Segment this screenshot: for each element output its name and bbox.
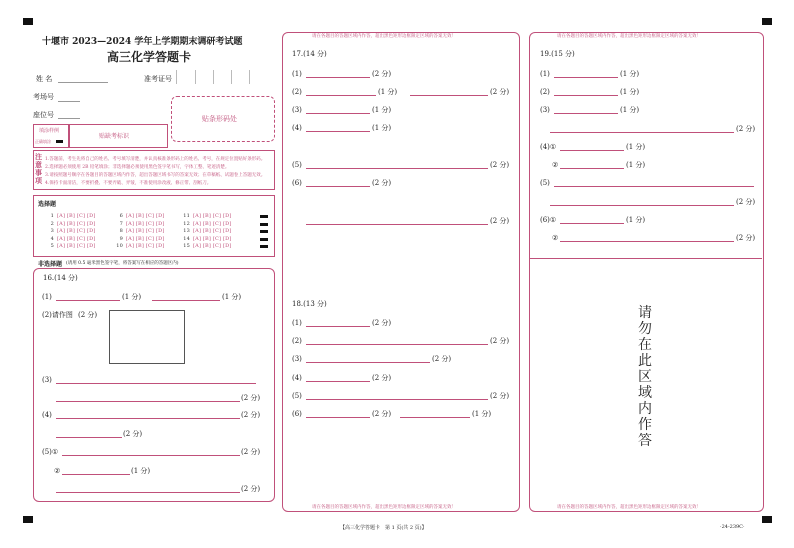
choice-number: 11 xyxy=(183,213,190,219)
middle-panel xyxy=(282,32,520,512)
choice-question-12[interactable] xyxy=(181,221,232,227)
q18-part3-label: (3) xyxy=(292,355,302,363)
choice-title: 选择题 xyxy=(38,201,57,208)
q19-part3-score-b: (2 分) xyxy=(736,125,756,133)
timing-mark xyxy=(260,223,268,226)
registration-mark-top-right xyxy=(762,18,772,25)
q18-part6-score-b: (1 分) xyxy=(472,410,492,418)
choice-number: 12 xyxy=(183,220,190,227)
q18-part6-field-b[interactable] xyxy=(400,417,470,418)
q17-part5-field[interactable] xyxy=(306,168,488,169)
choice-question-7[interactable] xyxy=(114,221,165,227)
q19-part2-score: (1 分) xyxy=(620,88,640,96)
q17-part2-a-field[interactable] xyxy=(306,95,376,96)
choice-question-1[interactable] xyxy=(45,213,96,219)
q19-part4-score-b: (1 分) xyxy=(626,161,646,169)
choice-question-8[interactable] xyxy=(114,228,165,234)
middle-banner-bottom: 请在各题目的答题区域内作答，超出黑色矩形边框限定区域的答案无效！ xyxy=(312,505,456,510)
q16-part3-line1[interactable] xyxy=(56,383,256,384)
q17-part4-label: (4) xyxy=(292,124,302,132)
q16-part5-score-b: (1 分) xyxy=(131,467,151,475)
q19-part2-label: (2) xyxy=(540,88,550,96)
choice-options[interactable]: [A] [B] [C] [D] xyxy=(126,243,165,249)
timing-mark xyxy=(260,245,268,248)
right-panel-divider xyxy=(530,258,762,259)
q16-part1-b-score: (1 分) xyxy=(222,293,242,301)
choice-options[interactable]: [A] [B] [C] [D] xyxy=(57,228,96,234)
q18-part4-score: (2 分) xyxy=(372,374,392,382)
q17-part6-score-a: (2 分) xyxy=(372,179,392,187)
q17-part4-score: (1 分) xyxy=(372,124,392,132)
q16-part5-line3[interactable] xyxy=(56,492,240,493)
q17-part5-label: (5) xyxy=(292,161,302,169)
q19-part6-label: (6)① xyxy=(540,216,557,224)
q19-part6-field-b[interactable] xyxy=(560,241,734,242)
q17-part5-score: (2 分) xyxy=(490,161,510,169)
zkzh-boxes[interactable] xyxy=(176,70,275,84)
note-line-3: 3.请按照题号顺序在各题目的答题区域内作答，超出答题区域书写的答案无效；在草稿纸、试题卷上答题无效。 xyxy=(45,173,266,178)
q19-part6-field-a[interactable] xyxy=(560,223,624,224)
q16-part1-a-score: (1 分) xyxy=(122,293,142,301)
choice-number: 4 xyxy=(50,235,54,242)
q17-part3-field[interactable] xyxy=(306,113,370,114)
note-line-1: 1.答题前，考生先将自己的姓名、考号填写清楚，并认真核准条形码上的姓名、考号，在规定位置贴好条形码。 xyxy=(45,157,266,162)
choice-question-14[interactable] xyxy=(181,236,232,242)
q16-part4-line2[interactable] xyxy=(56,437,122,438)
q17-part4-field[interactable] xyxy=(306,131,370,132)
q17-part2-b-field[interactable] xyxy=(410,95,488,96)
note-line-2: 2.选择题必须使用 2B 铅笔填涂；非选择题必须使用黑色签字笔书写，字体工整、笔迹清楚。 xyxy=(45,165,230,170)
choice-options[interactable]: [A] [B] [C] [D] xyxy=(193,235,232,242)
q16-part5-label: (5)① xyxy=(42,448,59,456)
q19-part6-sub2-label: ② xyxy=(552,234,559,242)
q17-part1-field[interactable] xyxy=(306,77,370,78)
q17-part2-a-score: (1 分) xyxy=(378,88,398,96)
q17-part3-label: (3) xyxy=(292,106,302,114)
choice-question-9[interactable] xyxy=(114,236,165,242)
q19-part3-field-b[interactable] xyxy=(550,132,734,133)
q19-part5-field-a[interactable] xyxy=(554,186,754,187)
q17-part6-field-a[interactable] xyxy=(306,186,370,187)
q17-part6-label: (6) xyxy=(292,179,302,187)
name-label: 姓 名 xyxy=(36,75,53,83)
q16-part1-label: (1) xyxy=(42,293,52,301)
q16-title: 16.(14 分) xyxy=(43,274,78,282)
timing-mark xyxy=(260,215,268,218)
registration-mark-bottom-right xyxy=(762,516,772,523)
q18-part2-label: (2) xyxy=(292,337,302,345)
choice-question-2[interactable] xyxy=(45,221,96,227)
choice-question-6[interactable] xyxy=(114,213,165,219)
choice-options[interactable]: [A] [B] [C] [D] xyxy=(126,228,165,234)
q18-part5-score: (2 分) xyxy=(490,392,510,400)
choice-question-11[interactable] xyxy=(181,213,232,219)
q19-part1-score: (1 分) xyxy=(620,70,640,78)
q16-part5-line2[interactable] xyxy=(62,474,130,475)
q16-part4-label: (4) xyxy=(42,411,52,419)
q18-part4-field[interactable] xyxy=(306,381,370,382)
q16-panel xyxy=(33,268,275,502)
q16-part1-a-field[interactable] xyxy=(56,300,120,301)
choice-options[interactable]: [A] [B] [C] [D] xyxy=(193,220,232,227)
q18-part6-field-a[interactable] xyxy=(306,417,370,418)
barcode-label: 贴条形码处 xyxy=(202,115,237,123)
choice-options[interactable]: [A] [B] [C] [D] xyxy=(193,213,232,219)
choice-options[interactable]: [A] [B] [C] [D] xyxy=(193,228,232,234)
q19-part5-score: (2 分) xyxy=(736,198,756,206)
q16-part2-label: (2)请作图 xyxy=(42,311,73,319)
kch-field[interactable] xyxy=(58,101,80,102)
name-field[interactable] xyxy=(58,82,108,83)
q19-part3-score-a: (1 分) xyxy=(620,106,640,114)
q18-part2-field[interactable] xyxy=(306,344,488,345)
choice-options[interactable]: [A] [B] [C] [D] xyxy=(193,243,232,249)
timing-mark xyxy=(260,230,268,233)
q18-part1-field[interactable] xyxy=(306,326,370,327)
q16-part3-label: (3) xyxy=(42,376,52,384)
q16-part4-line1[interactable] xyxy=(56,418,240,419)
choice-options[interactable]: [A] [B] [C] [D] xyxy=(57,243,96,249)
q19-part5-label: (5) xyxy=(540,179,550,187)
choice-options[interactable]: [A] [B] [C] [D] xyxy=(126,220,165,227)
correct-fill-mark xyxy=(56,140,63,143)
nonchoice-title: 非选择题 xyxy=(38,261,63,268)
q18-part1-score: (2 分) xyxy=(372,319,392,327)
q16-part5-score-c: (2 分) xyxy=(241,485,261,493)
q19-part3-label: (3) xyxy=(540,106,550,114)
q16-part1-b-field[interactable] xyxy=(152,300,220,301)
choice-number: 13 xyxy=(183,228,190,234)
choice-number: 9 xyxy=(119,235,123,242)
choice-number: 8 xyxy=(119,228,123,234)
q18-part4-label: (4) xyxy=(292,374,302,382)
q17-part6-field-b[interactable] xyxy=(306,224,488,225)
choice-number: 7 xyxy=(119,220,123,227)
choice-number: 6 xyxy=(119,213,123,219)
registration-mark-bottom-left xyxy=(23,516,33,523)
choice-number: 1 xyxy=(50,213,54,219)
q19-part4-field-a[interactable] xyxy=(560,150,624,151)
q18-part1-label: (1) xyxy=(292,319,302,327)
q16-part5-line1[interactable] xyxy=(62,455,240,456)
zwh-label: 座位号 xyxy=(33,111,54,119)
q17-part1-score: (2 分) xyxy=(372,70,392,78)
q19-part6-score-b: (2 分) xyxy=(736,234,756,242)
q18-part2-score: (2 分) xyxy=(490,337,510,345)
choice-number: 3 xyxy=(50,228,54,234)
choice-number: 2 xyxy=(50,220,54,227)
q17-part2-label: (2) xyxy=(292,88,302,96)
q18-part5-field[interactable] xyxy=(306,399,488,400)
registration-mark-top-left xyxy=(23,18,33,25)
q18-part6-label: (6) xyxy=(292,410,302,418)
q18-part3-score: (2 分) xyxy=(432,355,452,363)
q19-part6-score-a: (1 分) xyxy=(626,216,646,224)
right-banner-top: 请在各题目的答题区域内作答，超出黑色矩形边框限定区域的答案无效！ xyxy=(557,34,701,39)
q17-part1-label: (1) xyxy=(292,70,302,78)
q17-part2-b-score: (2 分) xyxy=(490,88,510,96)
q16-part3-score: (2 分) xyxy=(241,394,261,402)
zkzh-label: 准考证号 xyxy=(144,75,172,83)
q19-part5-field-b[interactable] xyxy=(550,205,734,206)
middle-banner-top: 请在各题目的答题区域内作答，超出黑色矩形边框限定区域的答案无效！ xyxy=(312,34,456,39)
notes-title: 注 意 事 项 xyxy=(35,152,42,185)
correct-fill-label: 正确填涂 xyxy=(35,139,51,144)
q17-part6-score-b: (2 分) xyxy=(490,217,510,225)
choice-options[interactable]: [A] [B] [C] [D] xyxy=(57,235,96,242)
q16-part4-score-b: (2 分) xyxy=(123,430,143,438)
q19-part3-field-a[interactable] xyxy=(554,113,618,114)
choice-options[interactable]: [A] [B] [C] [D] xyxy=(57,213,96,219)
q19-part1-field[interactable] xyxy=(554,77,618,78)
q19-part1-label: (1) xyxy=(540,70,550,78)
choice-question-15[interactable] xyxy=(181,243,232,249)
q19-part4-label: (4)① xyxy=(540,143,557,151)
q19-part4-score-a: (1 分) xyxy=(626,143,646,151)
choice-options[interactable]: [A] [B] [C] [D] xyxy=(126,235,165,242)
nonchoice-subtitle: (请用 0.5 毫米黑色签字笔，将答案写在相应的答题区内) xyxy=(66,261,179,266)
choice-question-13[interactable] xyxy=(181,228,232,234)
footer-page-info: 【高三化学答题卡 第 1 页(共 2 页)】 xyxy=(340,525,427,531)
note-line-4: 4.保持卡面清洁，不要折叠、不要弄破、弄皱，不准使用涂改液、修正带、刮纸刀。 xyxy=(45,181,212,186)
choice-number: 15 xyxy=(183,243,190,249)
fill-example-label: 填涂样例 xyxy=(39,128,60,134)
q16-part4-score-a: (2 分) xyxy=(241,411,261,419)
q18-part6-score-a: (2 分) xyxy=(372,410,392,418)
q18-part3-field[interactable] xyxy=(306,362,430,363)
zwh-field[interactable] xyxy=(58,118,80,119)
no-answer-zone-text: 请 勿 在 此 区 域 内 作 答 xyxy=(638,305,652,449)
q16-part5-score-a: (2 分) xyxy=(241,448,261,456)
choice-number: 14 xyxy=(183,235,190,242)
q16-part3-line2[interactable] xyxy=(56,401,240,402)
choice-question-10[interactable] xyxy=(114,243,165,249)
exam-title: 十堰市 2023—2024 学年上学期期末调研考试题 xyxy=(42,37,243,47)
timing-mark xyxy=(260,238,268,241)
exam-mark-label: 贴缺考标识 xyxy=(99,133,130,140)
q19-title: 19.(15 分) xyxy=(540,50,575,58)
choice-options[interactable]: [A] [B] [C] [D] xyxy=(57,220,96,227)
choice-number: 10 xyxy=(116,243,123,249)
q16-part5-sub2-label: ② xyxy=(54,467,61,475)
q19-part4-sub2-label: ② xyxy=(552,161,559,169)
q18-part5-label: (5) xyxy=(292,392,302,400)
footer-code: ·24-239C· xyxy=(720,524,745,530)
kch-label: 考场号 xyxy=(33,93,54,101)
choice-question-4[interactable] xyxy=(45,236,96,242)
q19-part4-field-b[interactable] xyxy=(560,168,624,169)
q16-part2-score: (2 分) xyxy=(78,311,98,319)
right-banner-bottom: 请在各题目的答题区域内作答，超出黑色矩形边框限定区域的答案无效！ xyxy=(557,505,701,510)
card-title: 高三化学答题卡 xyxy=(107,50,192,64)
choice-question-3[interactable] xyxy=(45,228,96,234)
q16-drawing-box[interactable] xyxy=(109,310,185,364)
q17-part3-score: (1 分) xyxy=(372,106,392,114)
choice-number: 5 xyxy=(50,243,54,249)
choice-question-5[interactable] xyxy=(45,243,96,249)
choice-options[interactable]: [A] [B] [C] [D] xyxy=(126,213,165,219)
q17-title: 17.(14 分) xyxy=(292,50,327,58)
q19-part2-field[interactable] xyxy=(554,95,618,96)
q18-title: 18.(13 分) xyxy=(292,300,327,308)
